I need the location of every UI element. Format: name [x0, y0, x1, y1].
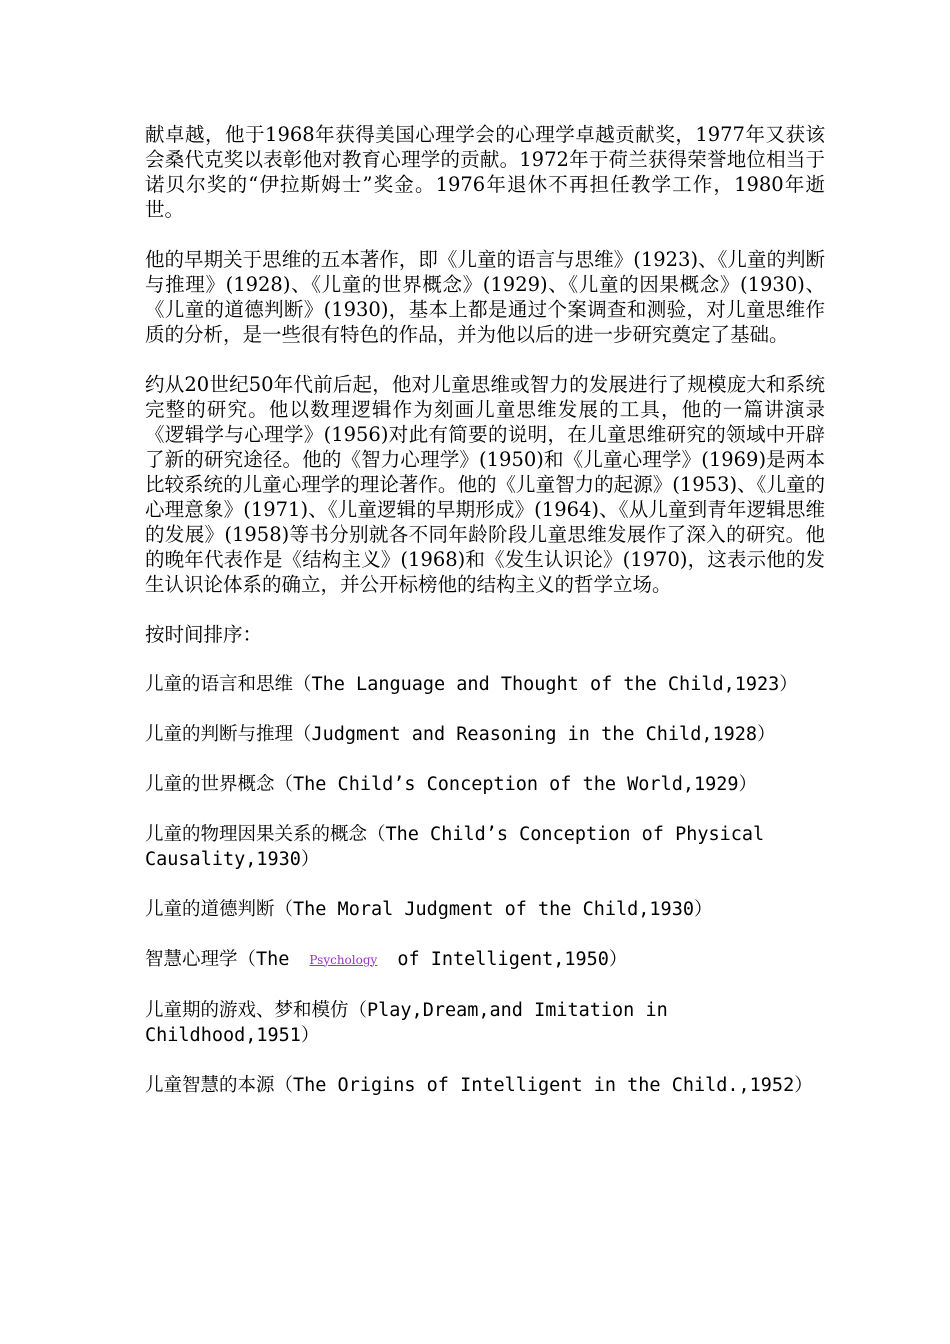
- paragraph-later-research: 约从20世纪50年代前后起，他对儿童思维或智力的发展进行了规模庞大和系统完整的研究。他以数理逻辑作为刻画儿童思维发展的工具，他的一篇讲演录《逻辑学与心理学》(1956)对此有简要的说明，在儿童思维研究的领域中开辟了新的研究途径。他的《智力心理学》(1950)和《儿童心理学》(1969)是两本比较系统的儿童心理学的理论著作。他的《儿童智力的起源》(1953)、《儿童的心理意象》(1971)、《儿童逻辑的早期形成》(1964)、《从儿童到青年逻辑思维的发展》(1958)等书分别就各不同年龄阶段儿童思维发展作了深入的研究。他的晚年代表作是《结构主义》(1968)和《发生认识论》(1970)，这表示他的发生认识论体系的确立，并公开标榜他的结构主义的哲学立场。: [145, 373, 825, 596]
- work-item: 儿童的判断与推理（Judgment and Reasoning in the Child,1928）: [145, 724, 776, 745]
- document-page: [145, 122, 825, 1123]
- work-item-with-link: [145, 947, 805, 973]
- work-title-suffix: of Intelligent,1950）: [397, 949, 628, 970]
- work-item: 儿童的物理因果关系的概念（The Child’s Conception of Physical Causality,1930）: [145, 824, 765, 870]
- work-item: 儿童期的游戏、梦和模仿（Play,Dream,and Imitation in Childhood,1951）: [145, 999, 668, 1046]
- work-item: 儿童智慧的本源（The Origins of Intelligent in the Child.,1952）: [145, 1074, 813, 1096]
- psychology-link[interactable]: Psychology: [309, 952, 378, 967]
- work-item: 儿童的语言和思维（The Language and Thought of the Child,1923）: [145, 674, 798, 695]
- work-item: 儿童的世界概念（The Child’s Conception of the World,1929）: [145, 774, 758, 795]
- work-item: 儿童的道德判断（The Moral Judgment of the Child,1930）: [145, 899, 713, 920]
- paragraph-awards: 献卓越，他于1968年获得美国心理学会的心理学卓越贡献奖，1977年又获该会桑代克奖以表彰他对教育心理学的贡献。1972年于荷兰获得荣誉地位相当于诺贝尔奖的“伊拉斯姆士”奖金。1976年退休不再担任教学工作，1980年逝世。: [145, 123, 825, 221]
- list-heading: 按时间排序：: [145, 623, 263, 646]
- work-title-prefix: 智慧心理学（The: [145, 949, 290, 970]
- paragraph-early-works: 他的早期关于思维的五本著作，即《儿童的语言与思维》(1923)、《儿童的判断与推理》(1928)、《儿童的世界概念》(1929)、《儿童的因果概念》(1930)、《儿童的道德判断》(1930)，基本上都是通过个案调查和测验，对儿童思维作质的分析，是一些很有特色的作品，并为他以后的进一步研究奠定了基础。: [145, 248, 825, 346]
